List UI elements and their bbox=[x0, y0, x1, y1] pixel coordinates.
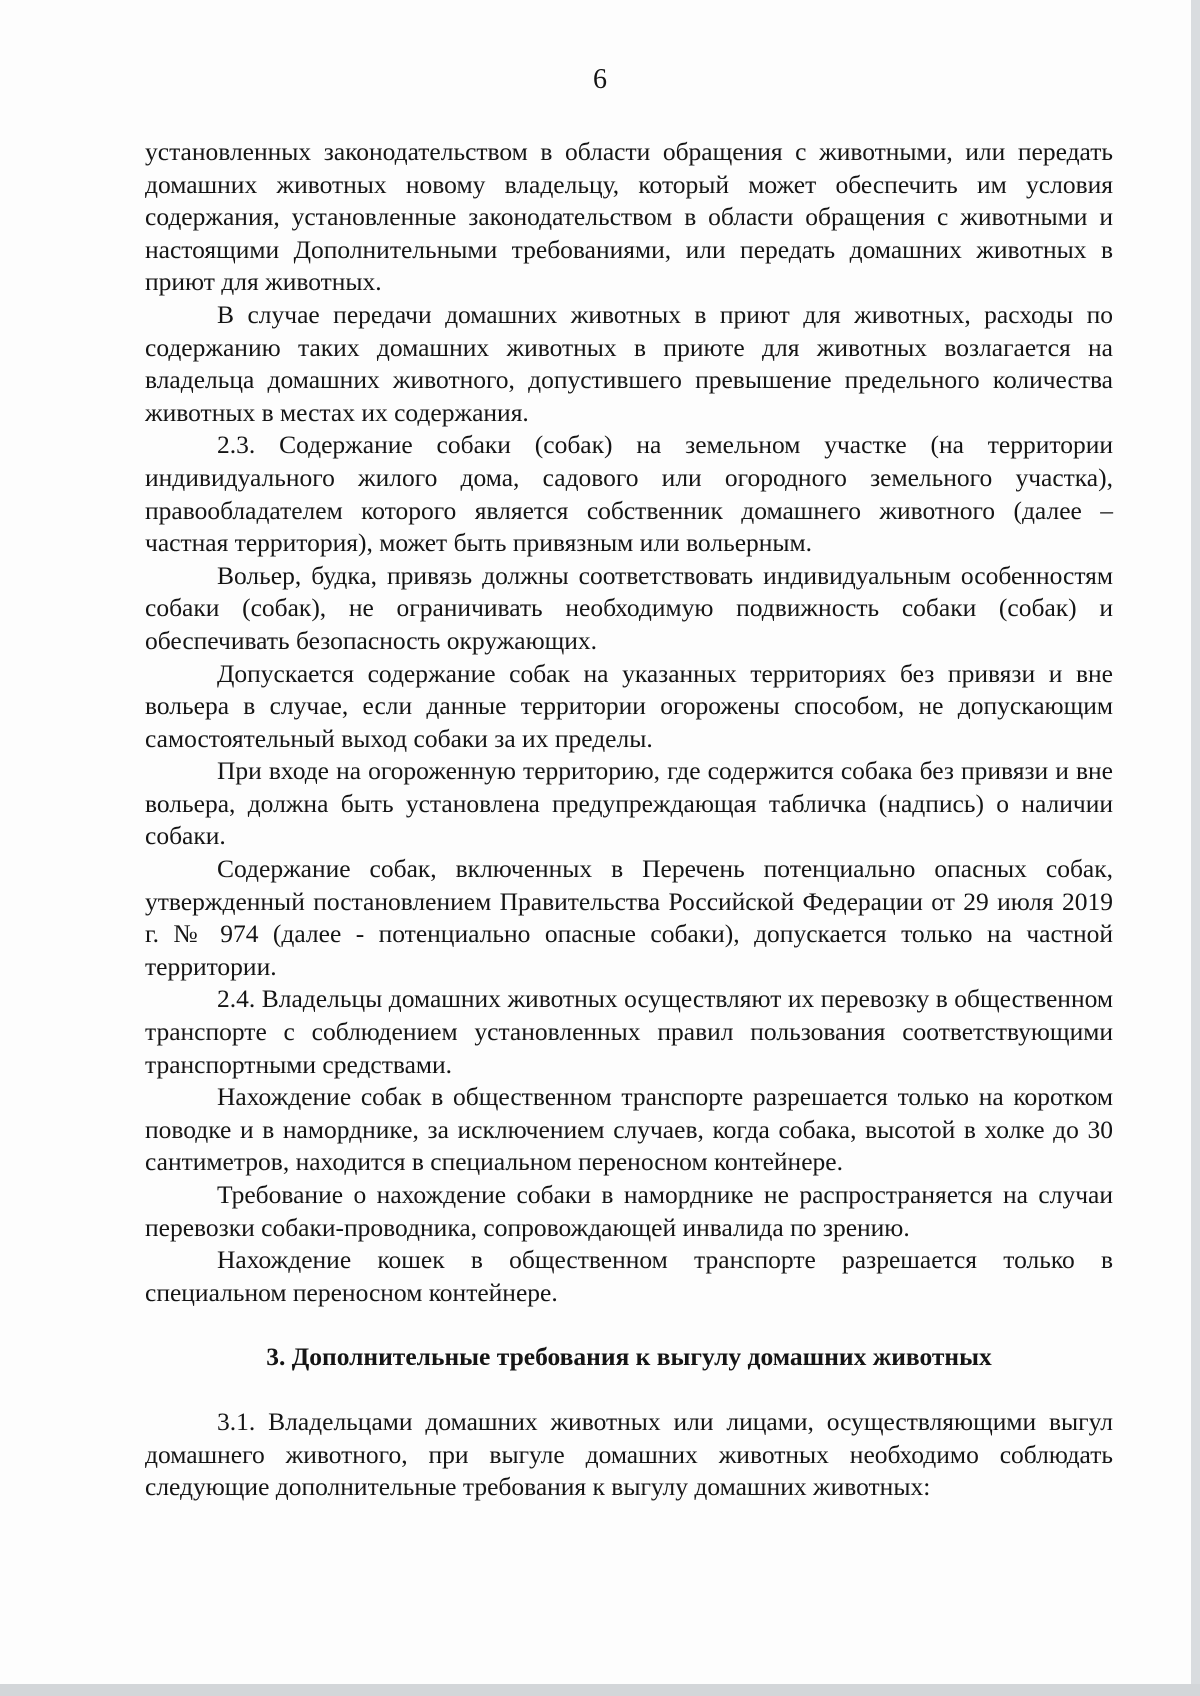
paragraph-clause-2-3: 2.3. Содержание собаки (собак) на земельном участке (на территории индивидуального жилого дома, садового или огородного земельного участка), правообладателем которого является собственник домашнего животного (далее – частная территория), может быть привязным или вольерным. bbox=[145, 430, 1113, 558]
paragraph: Требование о нахождение собаки в наморднике не распространяется на случаи перевозки собаки-проводника, сопровождающей инвалида по зрению. bbox=[145, 1180, 1113, 1242]
paragraph: При входе на огороженную территорию, где содержится собака без привязи и вне вольера, должна быть установлена предупреждающая табличка (надпись) о наличии собаки. bbox=[145, 756, 1113, 851]
scan-edge-right bbox=[1191, 0, 1200, 1696]
document-body bbox=[145, 136, 1113, 1504]
paragraph: Нахождение кошек в общественном транспорте разрешается только в специальном переносном контейнере. bbox=[145, 1245, 1113, 1307]
page-number: 6 bbox=[593, 64, 607, 95]
paragraph-clause-2-4: 2.4. Владельцы домашних животных осуществляют их перевозку в общественном транспорте с соблюдением установленных правил пользования соответствующими транспортными средствами. bbox=[145, 984, 1113, 1079]
paragraph-clause-3-1: 3.1. Владельцами домашних животных или лицами, осуществляющими выгул домашнего животного, при выгуле домашних животных необходимо соблюдать следующие дополнительные требования к выгулу домашних животных: bbox=[145, 1406, 1113, 1502]
paragraph: Допускается содержание собак на указанных территориях без привязи и вне вольера в случае, если данные территории огорожены способом, не допускающим самостоятельный выход собаки за их пределы. bbox=[145, 658, 1113, 753]
paragraph: В случае передачи домашних животных в приют для животных, расходы по содержанию таких домашних животных в приюте для животных возлагается на владельца домашних животного, допустившего превышение предельного количества животных в местах их содержания. bbox=[145, 299, 1113, 427]
paragraph-continuation: установленных законодательством в области обращения с животными, или передать домашних животных новому владельцу, который может обеспечить им условия содержания, установленные законодательством в области обращения с животными и настоящими Дополнительными требованиями, или передать домашних животных в приют для животных. bbox=[145, 137, 1113, 297]
paragraph: Содержание собак, включенных в Перечень потенциально опасных собак, утвержденный постановлением Правительства Российской Федерации от 29 июля 2019 г. № 974 (далее - потенциально опасные собаки), допускается только на частной территории. bbox=[145, 854, 1113, 981]
paragraph: Нахождение собак в общественном транспорте разрешается только на коротком поводке и в наморднике, за исключением случаев, когда собака, высотой в холке до 30 сантиметров, находится в специальном переносном контейнере. bbox=[145, 1082, 1113, 1177]
scan-edge-bottom bbox=[0, 1684, 1200, 1696]
paragraph: Вольер, будка, привязь должны соответствовать индивидуальным особенностям собаки (собак), не ограничивать необходимую подвижность собаки (собак) и обеспечивать безопасность окружающих. bbox=[145, 560, 1113, 655]
section-heading: 3. Дополнительные требования к выгулу домашних животных bbox=[266, 1342, 992, 1372]
